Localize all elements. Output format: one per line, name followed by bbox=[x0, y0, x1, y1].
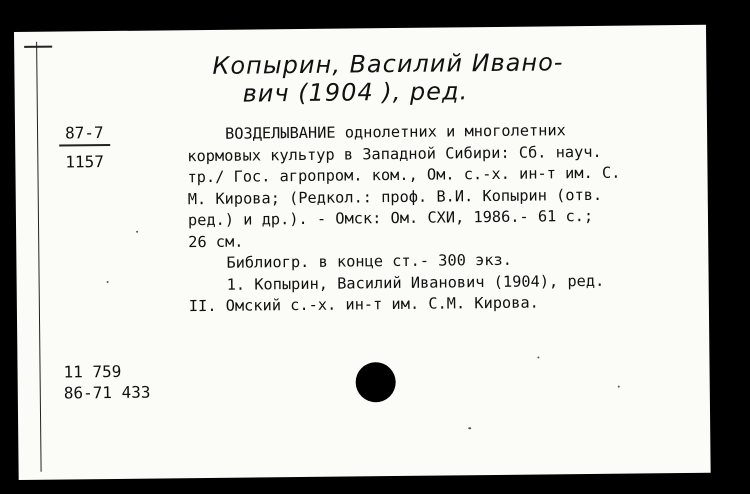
card-corner-mark bbox=[24, 46, 52, 48]
accession-number-1: 11 759 bbox=[63, 361, 122, 382]
description-line: ВОЗДЕЛЫВАНИЕ однолетних и многолетних bbox=[224, 121, 566, 143]
bibliography-note: Библиогр. в конце ст.- 300 экз. bbox=[226, 250, 513, 272]
shelfmark bbox=[59, 123, 110, 172]
shelfmark-bottom: 1157 bbox=[65, 152, 104, 172]
scan-noise bbox=[618, 386, 620, 388]
bibliographic-description bbox=[187, 119, 699, 318]
card-margin-line bbox=[36, 42, 42, 472]
handwritten-author-line-2: вич (1904 ), ред. bbox=[242, 77, 469, 108]
scan-noise bbox=[107, 281, 109, 283]
punch-hole bbox=[355, 362, 395, 402]
shelfmark-top: 87-7 bbox=[59, 123, 110, 147]
accession-number-2: 86-71 433 bbox=[63, 382, 151, 403]
scan-noise bbox=[136, 231, 138, 233]
catalog-card bbox=[14, 25, 711, 480]
scan-noise bbox=[468, 427, 471, 429]
scan-noise bbox=[537, 357, 539, 359]
description-line: 26 см. bbox=[188, 232, 244, 251]
description-line: кормовых культур в Западной Сибири: Сб. науч. bbox=[187, 142, 602, 165]
handwritten-author-line-1: Копырин, Василий Ивано- bbox=[212, 48, 564, 80]
added-entry-1: 1. Копырин, Василий Иванович (1904), ред. bbox=[226, 271, 605, 294]
added-entry-2: II. Омский с.-х. ин-т им. С.М. Кирова. bbox=[188, 293, 539, 316]
description-line: тр./ Гос. агропром. ком., Ом. с.-х. ин-т им. С. bbox=[187, 163, 621, 187]
description-line: ред.) и др.). - Омск: Ом. СХИ, 1986.- 61 с.; bbox=[187, 206, 594, 230]
description-line: М. Кирова; (Редкол.: проф. В.И. Копырин (отв. bbox=[187, 185, 603, 208]
accession-numbers bbox=[63, 361, 150, 404]
